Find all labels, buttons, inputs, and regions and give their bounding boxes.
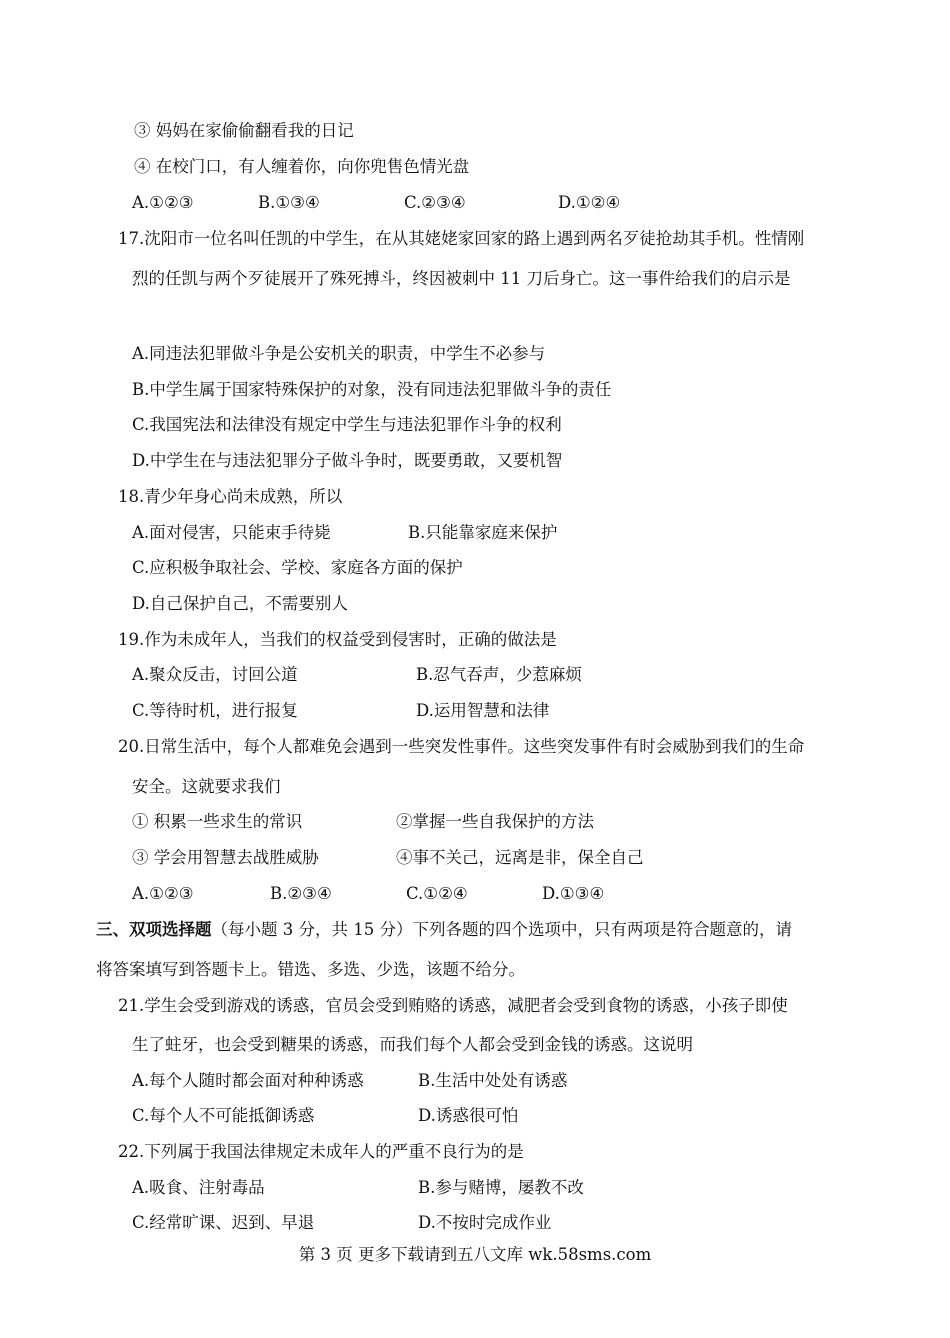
q20-stem-line-1: 20.日常生活中，每个人都难免会遇到一些突发性事件。这些突发事件有时会威胁到我们的生命 — [118, 737, 805, 756]
q19-option-d: D.运用智慧和法律 — [416, 701, 550, 720]
q17-stem-line-1: 17.沈阳市一位名叫任凯的中学生，在从其姥姥家回家的路上遇到两名歹徒抢劫其手机。性情刚 — [118, 229, 805, 248]
q20-option-b: B.②③④ — [270, 884, 332, 903]
q18-option-c: C.应积极争取社会、学校、家庭各方面的保护 — [132, 558, 463, 577]
q16-option-d: D.①②④ — [558, 193, 621, 212]
section-3-desc-2: 将答案填写到答题卡上。错选、多选、少选，该题不给分。 — [96, 960, 525, 979]
q19-stem: 19.作为未成年人，当我们的权益受到侵害时，正确的做法是 — [118, 630, 557, 649]
page-footer: 第 3 页 更多下载请到五八文库 wk.58sms.com — [298, 1245, 652, 1264]
q18-option-a: A.面对侵害，只能束手待毙 — [132, 523, 331, 542]
q20-stem-line-2: 安全。这就要求我们 — [132, 777, 281, 796]
q21-stem-line-1: 21.学生会受到游戏的诱惑，官员会受到贿赂的诱惑，减肥者会受到食物的诱惑，小孩子即使 — [118, 996, 788, 1015]
q22-option-d: D.不按时完成作业 — [418, 1213, 552, 1232]
q17-option-a: A.同违法犯罪做斗争是公安机关的职责，中学生不必参与 — [132, 344, 546, 363]
q17-option-b: B.中学生属于国家特殊保护的对象，没有同违法犯罪做斗争的责任 — [132, 380, 612, 399]
q17-option-c: C.我国宪法和法律没有规定中学生与违法犯罪作斗争的权利 — [132, 415, 562, 434]
q22-option-a: A.吸食、注射毒品 — [132, 1178, 265, 1197]
q20-item-4: ④事不关己，远离是非，保全自己 — [396, 848, 644, 867]
section-3-desc-1: （每小题 3 分，共 15 分）下列各题的四个选项中，只有两项是符合题意的，请 — [211, 920, 792, 939]
q20-option-c: C.①②④ — [406, 884, 468, 903]
q20-item-2: ②掌握一些自我保护的方法 — [396, 812, 594, 831]
q18-stem: 18.青少年身心尚未成熟，所以 — [118, 487, 343, 506]
q17-stem-line-2: 烈的任凯与两个歹徒展开了殊死搏斗，终因被刺中 11 刀后身亡。这一事件给我们的启示是 — [132, 269, 791, 288]
q16-item-3: ③ 妈妈在家偷偷翻看我的日记 — [134, 121, 354, 140]
q19-option-b: B.忍气吞声，少惹麻烦 — [416, 665, 582, 684]
q21-option-b: B.生活中处处有诱惑 — [418, 1071, 568, 1090]
q20-option-d: D.①③④ — [542, 884, 605, 903]
q19-option-c: C.等待时机，进行报复 — [132, 701, 298, 720]
q16-option-b: B.①③④ — [258, 193, 320, 212]
q22-option-c: C.经常旷课、迟到、早退 — [132, 1213, 315, 1232]
q20-item-1: ① 积累一些求生的常识 — [132, 812, 303, 831]
q17-option-d: D.中学生在与违法犯罪分子做斗争时，既要勇敢，又要机智 — [132, 451, 563, 470]
q16-item-4: ④ 在校门口，有人缠着你，向你兜售色情光盘 — [134, 157, 470, 176]
q21-stem-line-2: 生了蛀牙，也会受到糖果的诱惑，而我们每个人都会受到金钱的诱惑。这说明 — [132, 1035, 693, 1054]
q20-item-3: ③ 学会用智慧去战胜威胁 — [132, 848, 319, 867]
q19-option-a: A.聚众反击，讨回公道 — [132, 665, 298, 684]
q22-option-b: B.参与赌博，屡教不改 — [418, 1178, 584, 1197]
q18-option-d: D.自己保护自己，不需要别人 — [132, 594, 348, 613]
q16-option-a: A.①②③ — [132, 193, 194, 212]
q16-option-c: C.②③④ — [404, 193, 466, 212]
q21-option-a: A.每个人随时都会面对种种诱惑 — [132, 1071, 364, 1090]
q21-option-c: C.每个人不可能抵御诱惑 — [132, 1106, 315, 1125]
q18-option-b: B.只能靠家庭来保护 — [408, 523, 558, 542]
section-3-heading-line-1 — [96, 919, 792, 941]
q21-option-d: D.诱惑很可怕 — [418, 1106, 519, 1125]
q20-option-a: A.①②③ — [132, 884, 194, 903]
q22-stem: 22.下列属于我国法律规定未成年人的严重不良行为的是 — [118, 1142, 524, 1161]
section-3-title: 三、双项选择题 — [96, 920, 212, 939]
